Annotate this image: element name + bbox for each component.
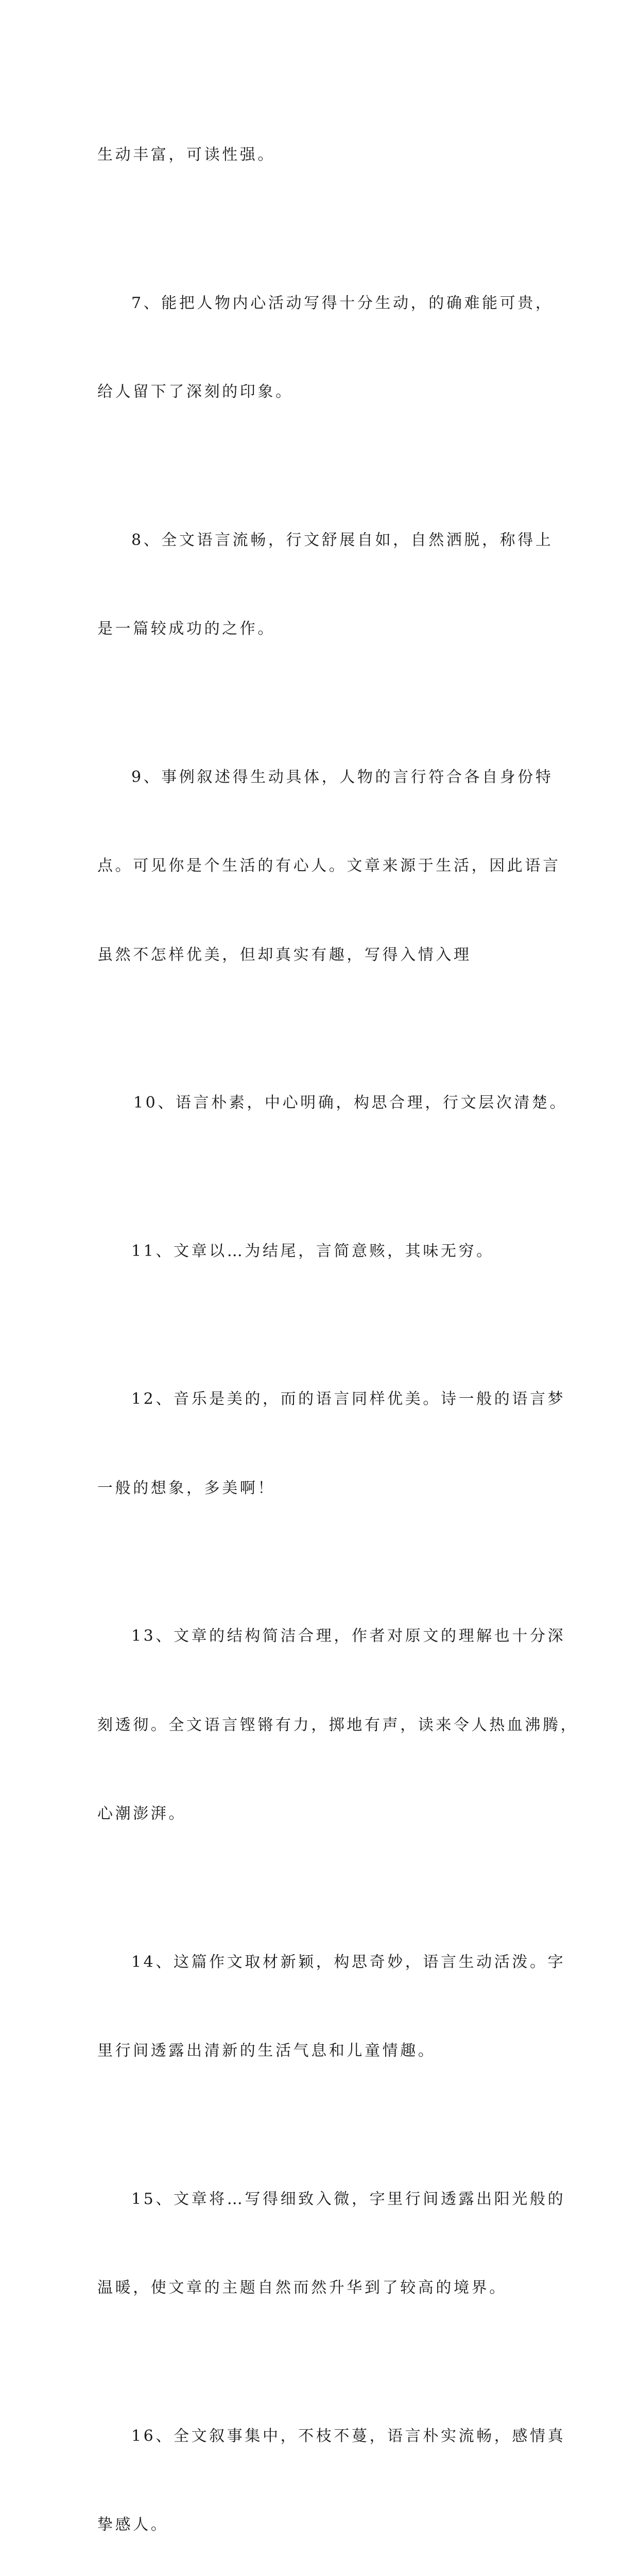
paragraph-15 <box>97 2125 550 2362</box>
text-line: 心潮澎湃。 <box>97 1799 550 1829</box>
text-line: 挚感人。 <box>97 2510 550 2540</box>
document-body <box>97 81 550 2576</box>
text-line: 一般的想象，多美啊！ <box>97 1473 550 1503</box>
paragraph-12 <box>97 1325 550 1562</box>
text-line: 给人留下了深刻的印象。 <box>97 377 550 407</box>
text-line: 15、文章将…写得细致入微，字里行间透露出阳光般的 <box>97 2184 550 2214</box>
text-line: 生动丰富，可读性强。 <box>97 140 550 170</box>
text-line: 虽然不怎样优美，但却真实有趣，写得入情入理 <box>97 940 550 970</box>
text-line: 13、文章的结构简洁合理，作者对原文的理解也十分深 <box>97 1621 550 1651</box>
paragraph-13 <box>97 1562 550 1888</box>
text-line: 11、文章以…为结尾，言简意赅，其味无穷。 <box>97 1236 550 1266</box>
document-page <box>0 0 639 904</box>
paragraph-6-tail <box>97 81 550 229</box>
text-line: 7、能把人物内心活动写得十分生动，的确难能可贵， <box>97 289 550 318</box>
paragraph-16 <box>97 2362 550 2576</box>
paragraph-11 <box>97 1177 550 1326</box>
text-line: 10、语言朴素，中心明确，构思合理，行文层次清楚。 <box>97 1088 550 1118</box>
text-line: 16、全文叙事集中，不枝不蔓，语言朴实流畅，感情真 <box>97 2421 550 2451</box>
text-line: 温暖，使文章的主题自然而然升华到了较高的境界。 <box>97 2273 550 2303</box>
text-line: 12、音乐是美的，而的语言同样优美。诗一般的语言梦 <box>97 1384 550 1414</box>
paragraph-14 <box>97 1888 550 2125</box>
text-line: 14、这篇作文取材新颖，构思奇妙，语言生动活泼。字 <box>97 1947 550 1977</box>
paragraph-10 <box>97 1029 550 1177</box>
text-line: 9、事例叙述得生动具体，人物的言行符合各自身份特 <box>97 762 550 792</box>
text-line: 点。可见你是个生活的有心人。文章来源于生活，因此语言 <box>97 851 550 881</box>
paragraph-8 <box>97 466 550 703</box>
text-line: 8、全文语言流畅，行文舒展自如，自然洒脱，称得上 <box>97 526 550 555</box>
paragraph-9 <box>97 703 550 1029</box>
paragraph-7 <box>97 229 550 466</box>
text-line: 里行间透露出清新的生活气息和儿童情趣。 <box>97 2036 550 2066</box>
text-line: 刻透彻。全文语言铿锵有力，掷地有声，读来令人热血沸腾， <box>97 1710 550 1740</box>
text-line: 是一篇较成功的之作。 <box>97 614 550 644</box>
